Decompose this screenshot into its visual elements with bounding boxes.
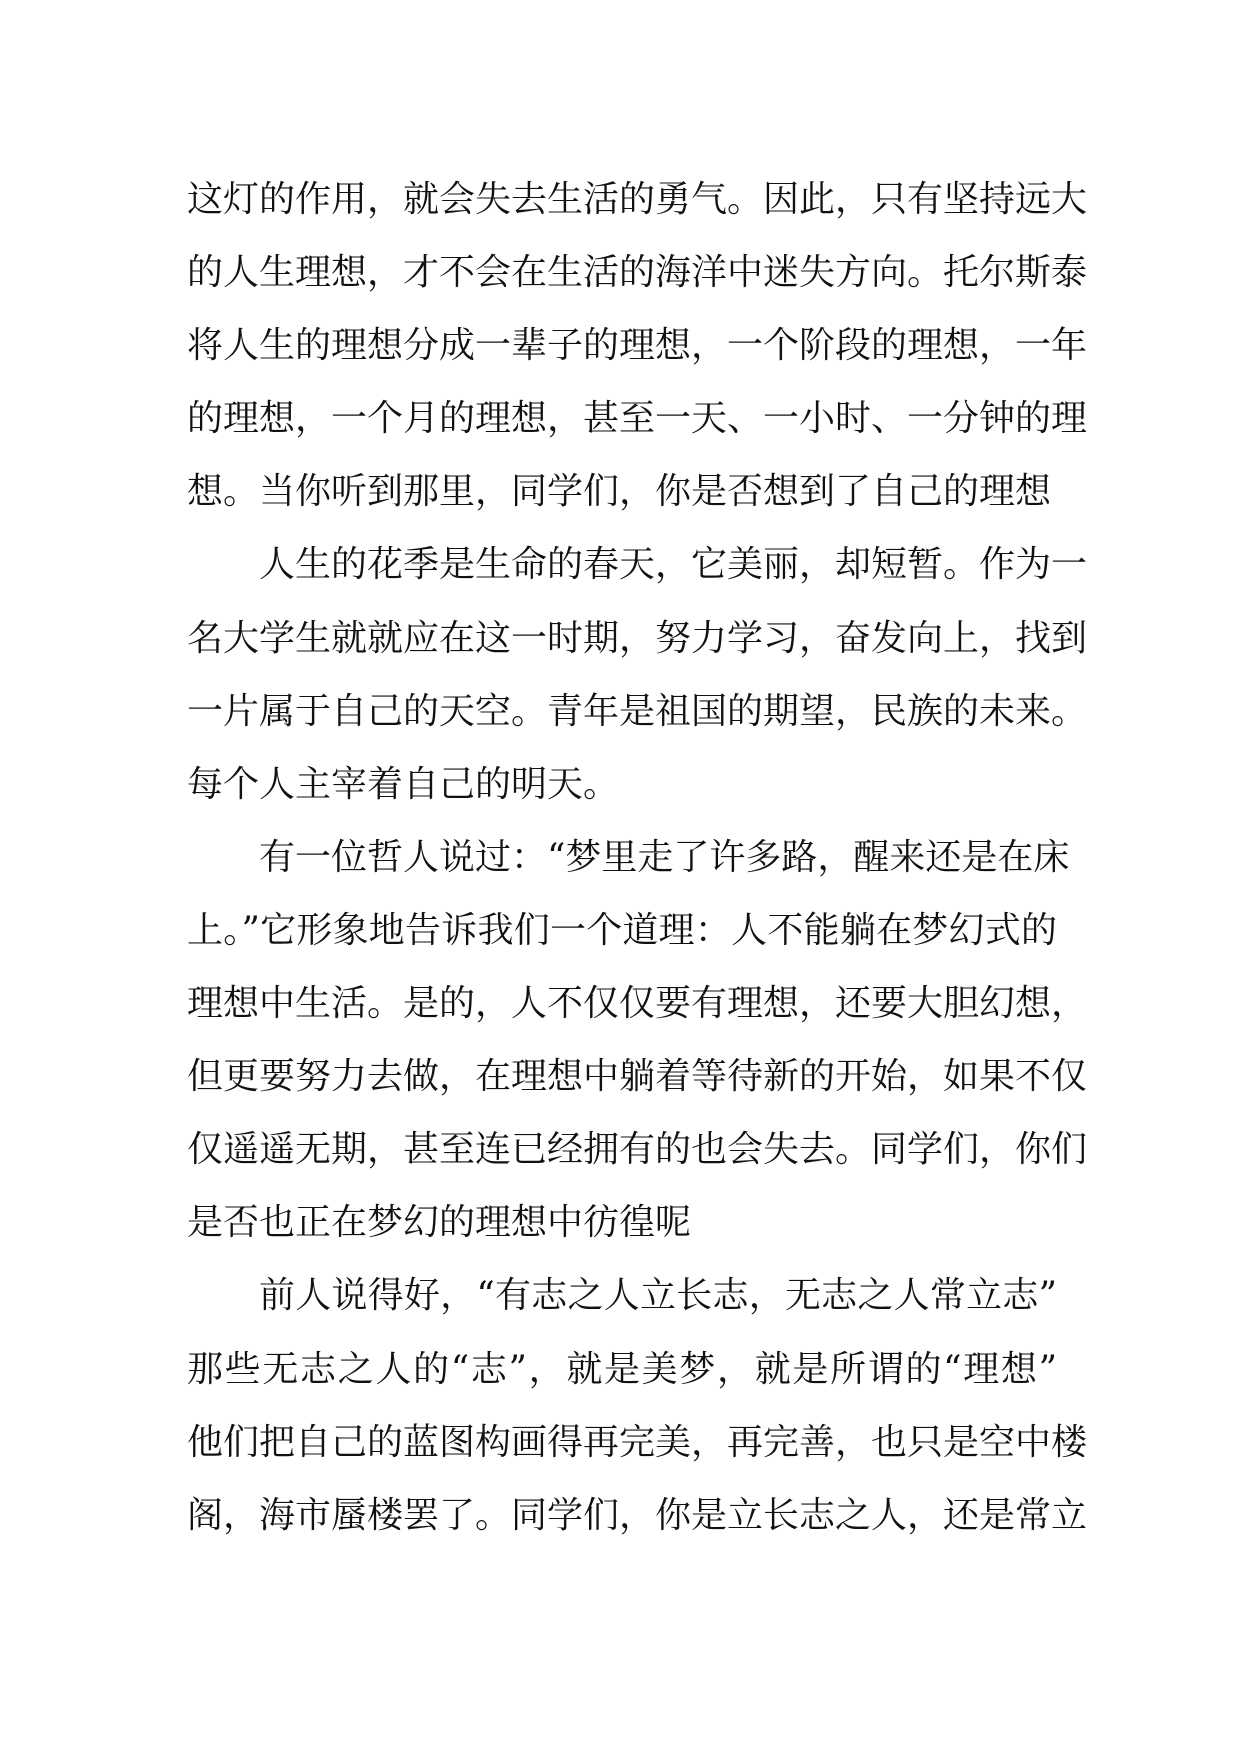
text-line: 将人生的理想分成一辈子的理想，一个阶段的理想，一年 — [187, 325, 1088, 367]
paragraph — [187, 821, 1088, 1260]
text-line: 想。当你听到那里，同学们，你是否想到了自己的理想 — [187, 471, 1052, 513]
text-line: 理想中生活。是的，人不仅仅要有理想，还要大胆幻想， — [187, 983, 1088, 1025]
text-line: 是否也正在梦幻的理想中彷徨呢 — [187, 1202, 692, 1244]
text-line: 但更要努力去做，在理想中躺着等待新的开始，如果不仅 — [187, 1056, 1088, 1098]
text-line: 仅遥遥无期，甚至连已经拥有的也会失去。同学们，你们 — [187, 1129, 1088, 1171]
paragraph — [187, 1259, 1088, 1551]
text-line: 阁，海市蜃楼罢了。同学们，你是立长志之人，还是常立 — [187, 1494, 1088, 1536]
text-line: 的人生理想，才不会在生活的海洋中迷失方向。托尔斯泰 — [187, 252, 1088, 294]
text-line: 这灯的作用，就会失去生活的勇气。因此，只有坚持远大 — [187, 179, 1088, 220]
paragraph — [187, 163, 1088, 528]
text-line: 人生的花季是生命的春天，它美丽，却短暂。作为一 — [259, 544, 1088, 586]
text-line: 他们把自己的蓝图构画得再完美，再完善，也只是空中楼 — [187, 1421, 1088, 1463]
text-line: 一片属于自己的天空。青年是祖国的期望，民族的未来。 — [187, 690, 1088, 732]
document-body — [187, 163, 1088, 1552]
text-line: 有一位哲人说过：“梦里走了许多路，醒来还是在床 — [259, 836, 1070, 878]
text-line: 上。”它形象地告诉我们一个道理：人不能躺在梦幻式的 — [187, 909, 1057, 951]
text-line: 前人说得好，“有志之人立长志，无志之人常立志” — [259, 1275, 1057, 1317]
text-line: 的理想，一个月的理想，甚至一天、一小时、一分钟的理 — [187, 398, 1088, 440]
text-line: 那些无志之人的“志”，就是美梦，就是所谓的“理想” — [187, 1348, 1057, 1390]
text-line: 名大学生就就应在这一时期，努力学习，奋发向上，找到 — [187, 617, 1088, 659]
paragraph — [187, 528, 1088, 820]
text-line: 每个人主宰着自己的明天。 — [187, 763, 620, 805]
